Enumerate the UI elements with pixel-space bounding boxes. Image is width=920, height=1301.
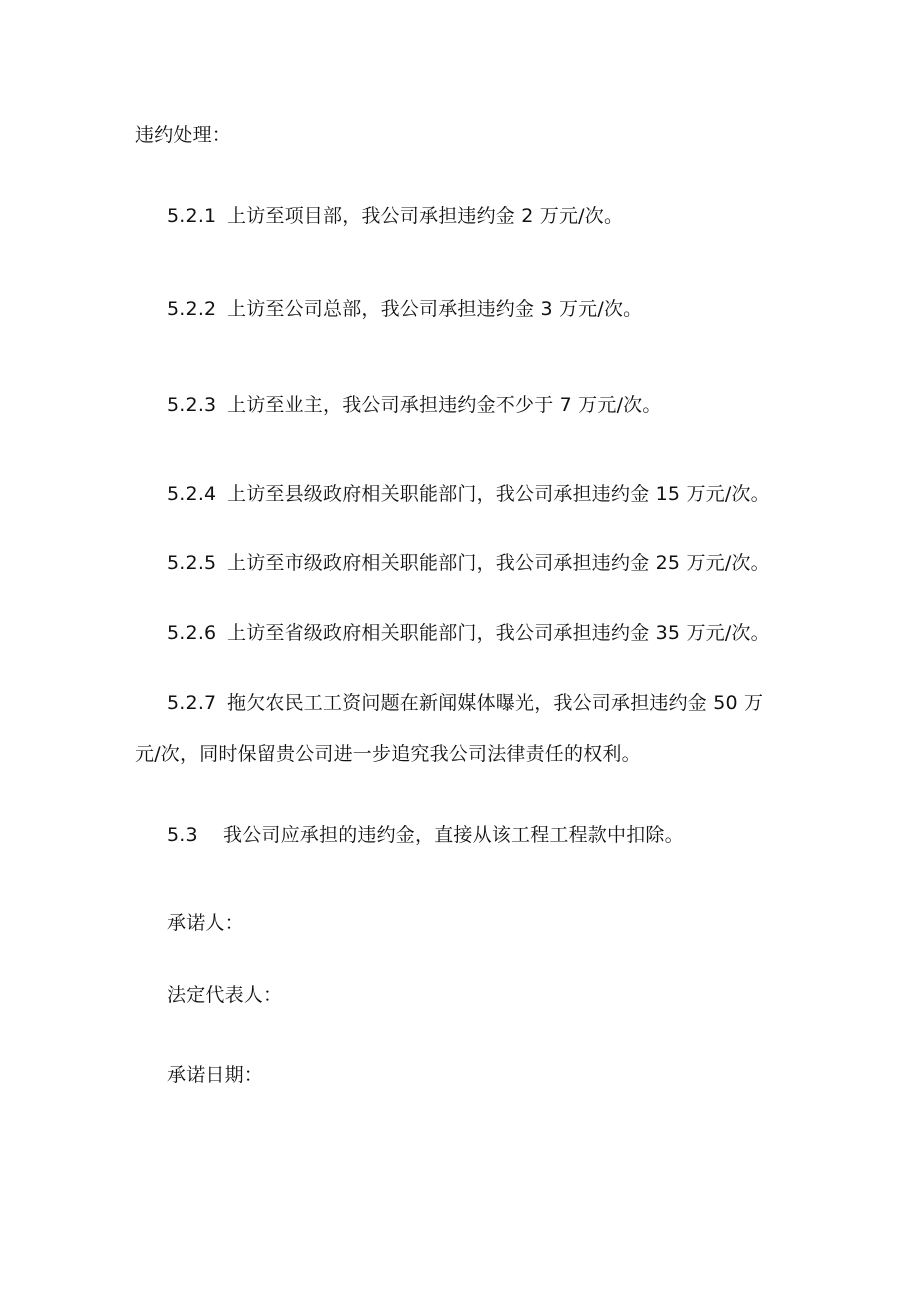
clause-text: 上访至业主，我公司承担违约金不少于 7 万元/次。 (227, 394, 662, 416)
promisor-label: 承诺人： (167, 912, 244, 934)
legal-representative-label: 法定代表人： (167, 984, 283, 1006)
clause-text: 上访至县级政府相关职能部门，我公司承担违约金 15 万元/次。 (227, 483, 770, 505)
clause-text: 我公司应承担的违约金，直接从该工程工程款中扣除。 (223, 824, 684, 846)
promise-date-label: 承诺日期： (167, 1064, 264, 1086)
clause-5-2-3 (167, 392, 662, 418)
clause-number: 5.2.3 (167, 394, 217, 416)
clause-number: 5.3 (167, 824, 198, 846)
clause-text: 上访至项目部，我公司承担违约金 2 万元/次。 (227, 205, 624, 227)
clause-5-2-7-continuation: 元/次，同时保留贵公司进一步追究我公司法律责任的权利。 (135, 743, 641, 765)
clause-5-2-1 (167, 203, 623, 229)
clause-5-3 (167, 822, 684, 848)
clause-text: 上访至省级政府相关职能部门，我公司承担违约金 35 万元/次。 (227, 622, 770, 644)
clause-5-2-2 (167, 296, 642, 322)
clause-number: 5.2.7 (167, 692, 217, 714)
clause-text: 上访至市级政府相关职能部门，我公司承担违约金 25 万元/次。 (227, 552, 770, 574)
clause-number: 5.2.5 (167, 552, 217, 574)
section-heading: 违约处理： (135, 124, 232, 146)
clause-number: 5.2.4 (167, 483, 217, 505)
clause-5-2-7 (167, 690, 763, 716)
clause-5-2-4 (167, 481, 770, 507)
clause-text: 上访至公司总部，我公司承担违约金 3 万元/次。 (227, 298, 643, 320)
clause-number: 5.2.6 (167, 622, 217, 644)
clause-5-2-5 (167, 550, 770, 576)
clause-number: 5.2.2 (167, 298, 217, 320)
clause-number: 5.2.1 (167, 205, 217, 227)
clause-text: 拖欠农民工工资问题在新闻媒体曝光，我公司承担违约金 50 万 (227, 692, 764, 714)
clause-5-2-6 (167, 620, 770, 646)
